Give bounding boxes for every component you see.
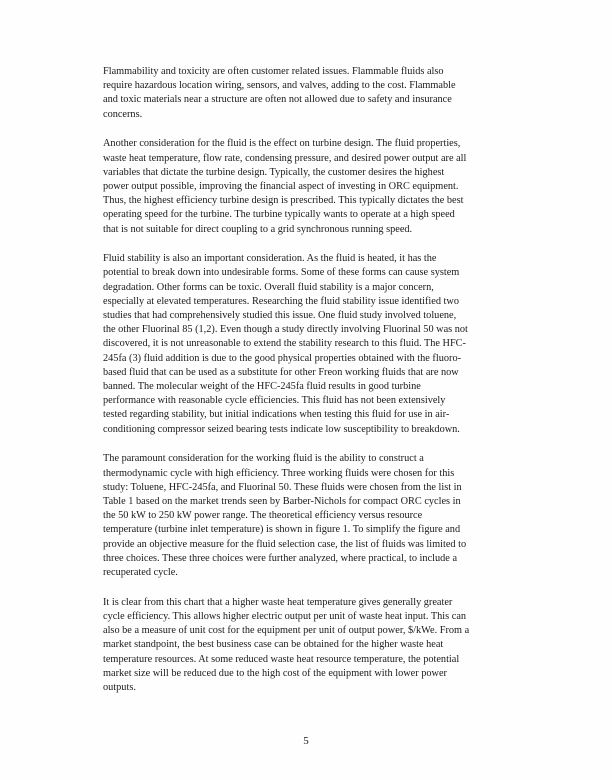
text-line: tested regarding stability, but initial indications when testing this fluid for use in air- [103,409,450,421]
text-line: operating speed for the turbine. The turbine typically wants to operate at a high speed [103,209,455,221]
text-line: provide an objective measure for the fluid selection case, the list of fluids was limited to [103,538,467,550]
text-line: that is not suitable for direct coupling to a grid synchronous running speed. [103,223,413,235]
text-line: Table 1 based on the market trends seen by Barber-Nichols for compact ORC cycles in [103,495,461,507]
text-line: also be a measure of unit cost for the equipment per unit of output power, $/kWe. From a [103,625,470,637]
text-line: power output possible, improving the financial aspect of investing in ORC equipment. [103,180,459,192]
text-line: based fluid that can be used as a substitute for other Freon working fluids that are now [103,366,459,378]
paragraph [103,452,515,580]
body-text [103,65,515,711]
text-line: performance with reasonable cycle efficiencies. This fluid has not been extensively [103,395,446,407]
text-line: three choices. These three choices were further analyzed, where practical, to include a [103,552,458,564]
text-line: The paramount consideration for the working fluid is the ability to construct a [103,453,424,465]
text-line: temperature (turbine inlet temperature) is shown in figure 1. To simplify the figure and [103,524,461,536]
text-line: potential to break down into undesirable forms. Some of these forms can cause system [103,267,460,279]
text-line: studies that had comprehensively studied this issue. One fluid study involved toluene, [103,310,457,322]
paragraph [103,252,515,437]
paragraph [103,65,515,122]
text-line: waste heat temperature, flow rate, condensing pressure, and desired power output are all [103,152,467,164]
text-line: the 50 kW to 250 kW power range. The theoretical efficiency versus resource [103,510,423,522]
text-line: temperature resources. At some reduced waste heat resource temperature, the potential [103,653,460,665]
text-line: Another consideration for the fluid is the effect on turbine design. The fluid properties, [103,138,461,150]
text-line: outputs. [103,681,136,693]
text-line: require hazardous location wiring, sensors, and valves, adding to the cost. Flammable [103,80,456,92]
text-line: market size will be reduced due to the high cost of the equipment with lower power [103,667,447,679]
text-line: It is clear from this chart that a higher waste heat temperature gives generally greater [103,596,453,608]
paragraph [103,596,515,695]
page-number: 5 [303,735,309,747]
text-line: discovered, it is not unreasonable to extend the stability research to this fluid. The HFC- [103,338,466,350]
text-line: recuperated cycle. [103,567,178,578]
text-line: study: Toluene, HFC-245fa, and Fluorinal 50. These fluids were chosen from the list in [103,481,462,493]
paragraph [103,137,515,236]
text-line: Thus, the highest efficiency turbine design is prescribed. This typically dictates the best [103,195,464,207]
text-line: thermodynamic cycle with high efficiency. Three working fluids were chosen for this [103,467,455,479]
text-line: concerns. [103,108,143,120]
text-line: 245fa (3) fluid addition is due to the good physical properties obtained with the fluoro- [103,352,462,364]
text-line: cycle efficiency. This allows higher electric output per unit of waste heat input. This can [103,610,467,622]
text-line: the other Fluorinal 85 (1,2). Even though a study directly involving Fluorinal 50 was not [103,324,468,336]
text-line: market standpoint, the best business case can be obtained for the higher waste heat [103,639,444,651]
text-line: Fluid stability is also an important consideration. As the fluid is heated, it has the [103,253,437,265]
text-line: especially at elevated temperatures. Researching the fluid stability issue identified two [103,295,459,307]
text-line: degradation. Other forms can be toxic. Overall fluid stability is a major concern, [103,281,434,293]
text-line: Flammability and toxicity are often customer related issues. Flammable fluids also [103,66,444,77]
text-line: banned. The molecular weight of the HFC-245fa fluid results in good turbine [103,381,421,393]
text-line: conditioning compressor seized bearing tests indicate low susceptibility to breakdown. [103,423,460,435]
text-line: variables that dictate the turbine design. Typically, the customer desires the highest [103,166,445,178]
text-line: and toxic materials near a structure are often not allowed due to safety and insurance [103,94,452,106]
